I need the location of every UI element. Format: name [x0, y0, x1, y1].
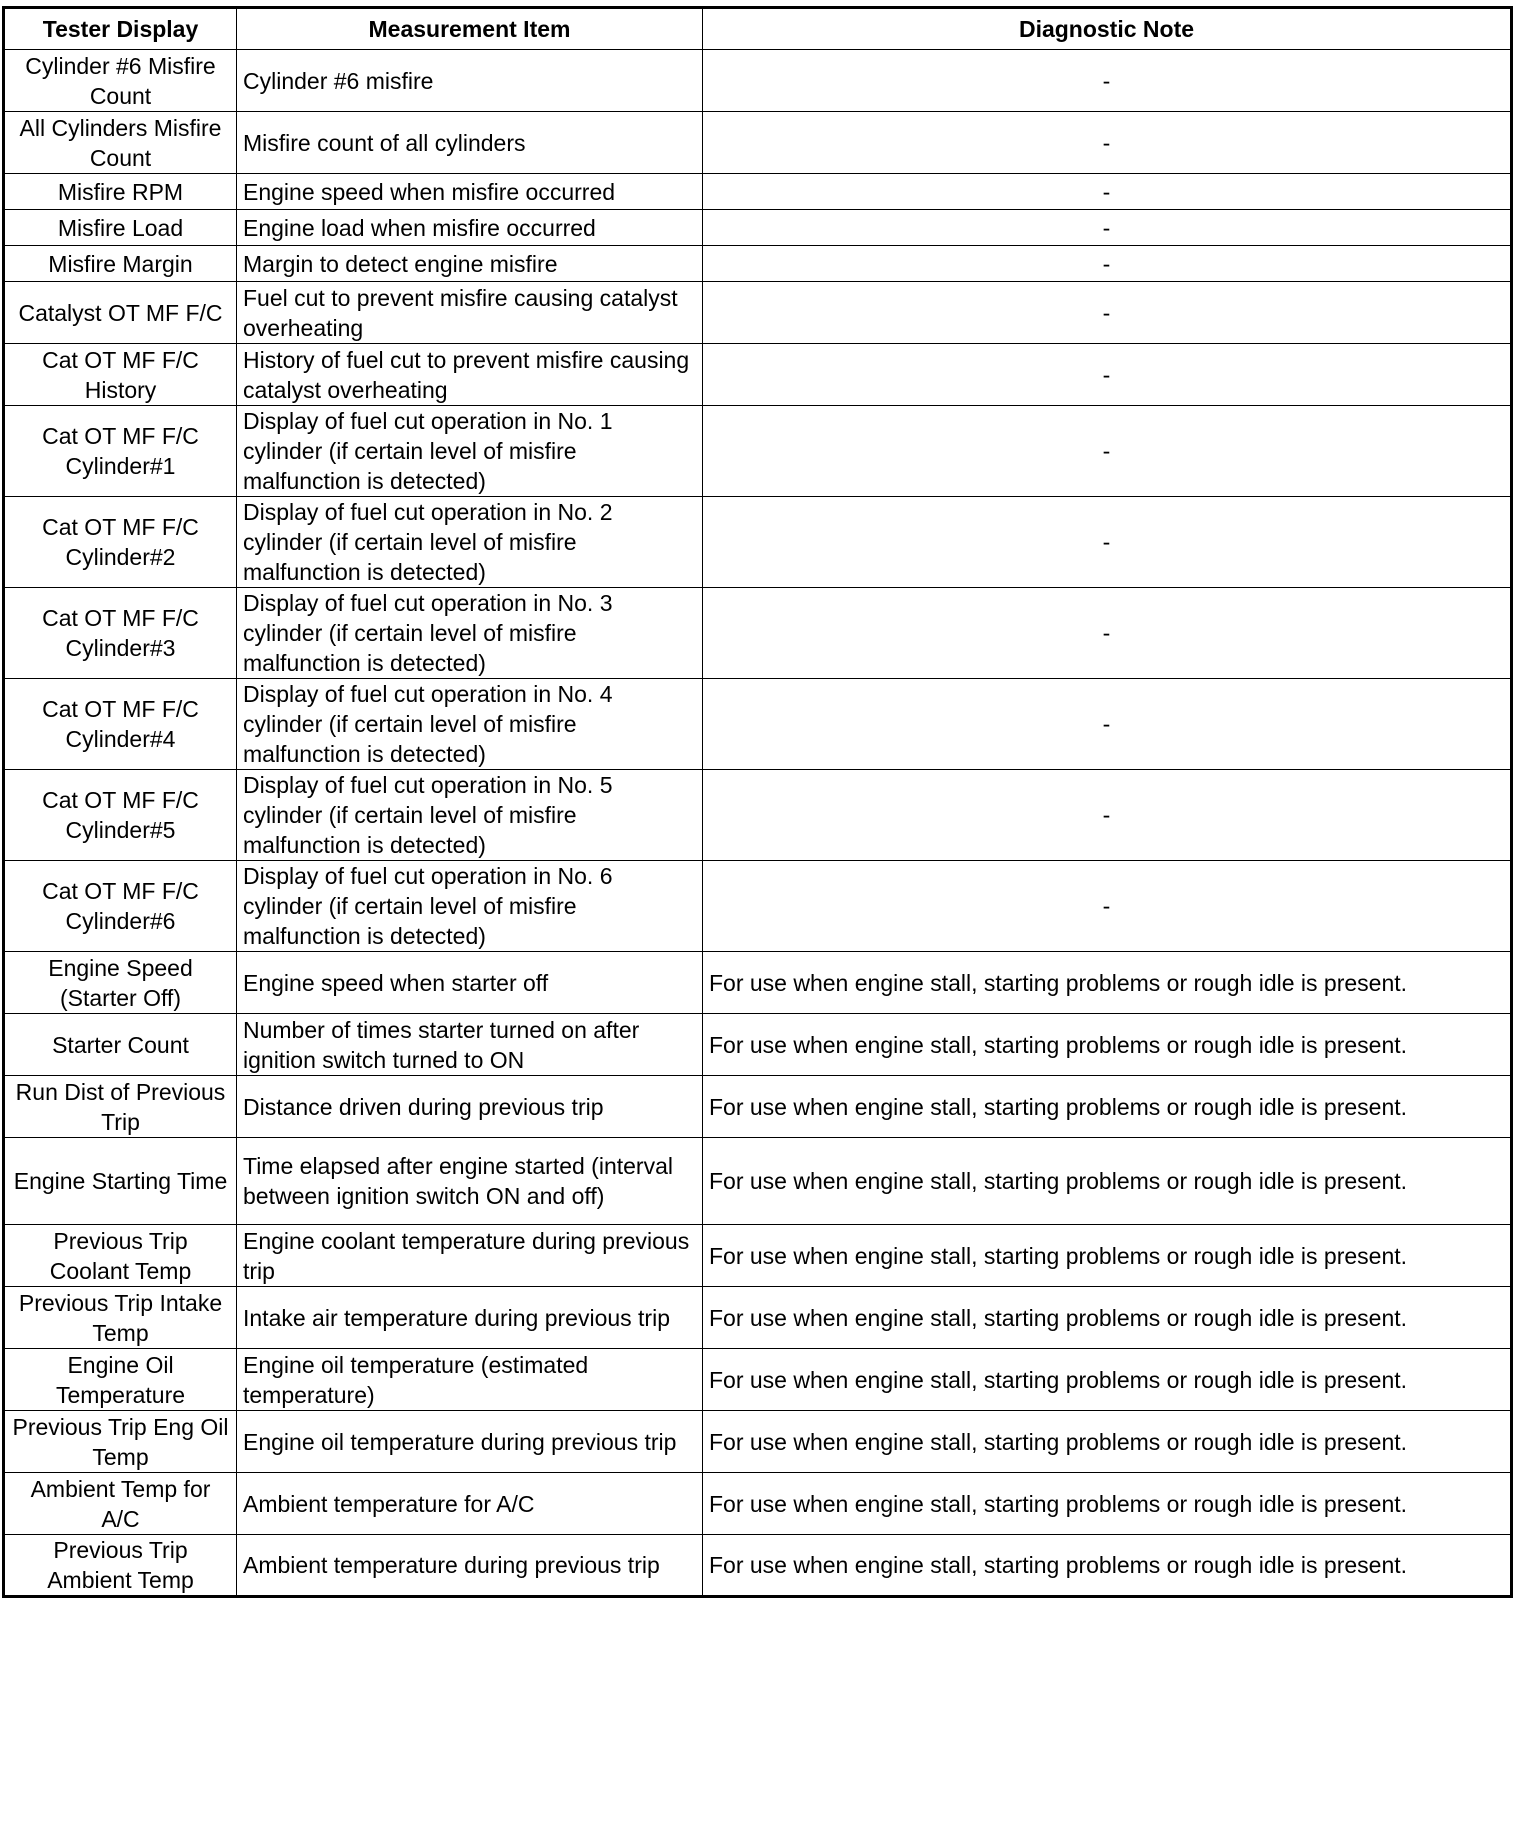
cell-diagnostic-note: -: [703, 246, 1512, 282]
cell-measurement-item: Intake air temperature during previous trip: [237, 1287, 703, 1349]
cell-tester-display: Cylinder #6 Misfire Count: [4, 50, 237, 112]
cell-tester-display: Engine Speed (Starter Off): [4, 952, 237, 1014]
table-row: [4, 282, 1512, 344]
cell-diagnostic-note: -: [703, 282, 1512, 344]
header-diagnostic-note: Diagnostic Note: [703, 8, 1512, 50]
table-row: [4, 1138, 1512, 1225]
cell-measurement-item: Engine speed when misfire occurred: [237, 174, 703, 210]
cell-measurement-item: Distance driven during previous trip: [237, 1076, 703, 1138]
cell-diagnostic-note: For use when engine stall, starting problems or rough idle is present.: [703, 952, 1512, 1014]
cell-tester-display: Cat OT MF F/C Cylinder#6: [4, 861, 237, 952]
cell-tester-display: Catalyst OT MF F/C: [4, 282, 237, 344]
cell-measurement-item: Fuel cut to prevent misfire causing catalyst overheating: [237, 282, 703, 344]
cell-tester-display: Starter Count: [4, 1014, 237, 1076]
cell-tester-display: Previous Trip Ambient Temp: [4, 1535, 237, 1597]
cell-measurement-item: Margin to detect engine misfire: [237, 246, 703, 282]
cell-tester-display: Ambient Temp for A/C: [4, 1473, 237, 1535]
cell-diagnostic-note: -: [703, 210, 1512, 246]
cell-tester-display: Run Dist of Previous Trip: [4, 1076, 237, 1138]
cell-tester-display: Cat OT MF F/C Cylinder#1: [4, 406, 237, 497]
cell-diagnostic-note: For use when engine stall, starting problems or rough idle is present.: [703, 1076, 1512, 1138]
cell-tester-display: Misfire Load: [4, 210, 237, 246]
cell-diagnostic-note: -: [703, 588, 1512, 679]
cell-measurement-item: History of fuel cut to prevent misfire causing catalyst overheating: [237, 344, 703, 406]
table-row: [4, 1225, 1512, 1287]
table-body: [4, 50, 1512, 1597]
table-row: [4, 497, 1512, 588]
cell-measurement-item: Display of fuel cut operation in No. 2 cylinder (if certain level of misfire malfunction is detected): [237, 497, 703, 588]
table-header-row: [4, 8, 1512, 50]
cell-diagnostic-note: For use when engine stall, starting problems or rough idle is present.: [703, 1473, 1512, 1535]
cell-diagnostic-note: For use when engine stall, starting problems or rough idle is present.: [703, 1138, 1512, 1225]
table-row: [4, 861, 1512, 952]
table-row: [4, 1287, 1512, 1349]
cell-measurement-item: Ambient temperature for A/C: [237, 1473, 703, 1535]
cell-diagnostic-note: -: [703, 861, 1512, 952]
cell-diagnostic-note: -: [703, 50, 1512, 112]
cell-tester-display: Cat OT MF F/C Cylinder#5: [4, 770, 237, 861]
cell-diagnostic-note: For use when engine stall, starting problems or rough idle is present.: [703, 1535, 1512, 1597]
cell-diagnostic-note: -: [703, 770, 1512, 861]
cell-tester-display: Previous Trip Coolant Temp: [4, 1225, 237, 1287]
cell-measurement-item: Engine speed when starter off: [237, 952, 703, 1014]
cell-tester-display: Misfire RPM: [4, 174, 237, 210]
cell-measurement-item: Engine load when misfire occurred: [237, 210, 703, 246]
cell-tester-display: Previous Trip Intake Temp: [4, 1287, 237, 1349]
table-row: [4, 406, 1512, 497]
cell-measurement-item: Misfire count of all cylinders: [237, 112, 703, 174]
cell-diagnostic-note: For use when engine stall, starting problems or rough idle is present.: [703, 1411, 1512, 1473]
table-row: [4, 1349, 1512, 1411]
table-row: [4, 50, 1512, 112]
table-row: [4, 246, 1512, 282]
data-list-table: [2, 6, 1513, 1598]
cell-tester-display: Misfire Margin: [4, 246, 237, 282]
table-row: [4, 588, 1512, 679]
cell-measurement-item: Display of fuel cut operation in No. 4 cylinder (if certain level of misfire malfunction is detected): [237, 679, 703, 770]
cell-measurement-item: Cylinder #6 misfire: [237, 50, 703, 112]
table-row: [4, 1411, 1512, 1473]
cell-diagnostic-note: -: [703, 406, 1512, 497]
table-row: [4, 1076, 1512, 1138]
cell-diagnostic-note: -: [703, 174, 1512, 210]
cell-measurement-item: Display of fuel cut operation in No. 3 cylinder (if certain level of misfire malfunction is detected): [237, 588, 703, 679]
table-row: [4, 952, 1512, 1014]
table-row: [4, 1535, 1512, 1597]
table-row: [4, 679, 1512, 770]
cell-tester-display: Cat OT MF F/C History: [4, 344, 237, 406]
table-row: [4, 174, 1512, 210]
cell-measurement-item: Engine oil temperature (estimated temperature): [237, 1349, 703, 1411]
cell-diagnostic-note: -: [703, 112, 1512, 174]
cell-measurement-item: Display of fuel cut operation in No. 5 cylinder (if certain level of misfire malfunction is detected): [237, 770, 703, 861]
table-row: [4, 210, 1512, 246]
cell-measurement-item: Engine coolant temperature during previous trip: [237, 1225, 703, 1287]
cell-tester-display: Engine Oil Temperature: [4, 1349, 237, 1411]
cell-measurement-item: Display of fuel cut operation in No. 1 cylinder (if certain level of misfire malfunction is detected): [237, 406, 703, 497]
table-row: [4, 1014, 1512, 1076]
cell-tester-display: Previous Trip Eng Oil Temp: [4, 1411, 237, 1473]
cell-diagnostic-note: For use when engine stall, starting problems or rough idle is present.: [703, 1287, 1512, 1349]
header-tester-display: Tester Display: [4, 8, 237, 50]
table-row: [4, 344, 1512, 406]
cell-tester-display: All Cylinders Misfire Count: [4, 112, 237, 174]
cell-diagnostic-note: -: [703, 497, 1512, 588]
cell-diagnostic-note: -: [703, 344, 1512, 406]
cell-measurement-item: Ambient temperature during previous trip: [237, 1535, 703, 1597]
cell-measurement-item: Display of fuel cut operation in No. 6 cylinder (if certain level of misfire malfunction is detected): [237, 861, 703, 952]
cell-measurement-item: Engine oil temperature during previous trip: [237, 1411, 703, 1473]
cell-diagnostic-note: For use when engine stall, starting problems or rough idle is present.: [703, 1225, 1512, 1287]
cell-measurement-item: Time elapsed after engine started (interval between ignition switch ON and off): [237, 1138, 703, 1225]
table-row: [4, 112, 1512, 174]
cell-tester-display: Engine Starting Time: [4, 1138, 237, 1225]
cell-tester-display: Cat OT MF F/C Cylinder#2: [4, 497, 237, 588]
header-measurement-item: Measurement Item: [237, 8, 703, 50]
cell-diagnostic-note: For use when engine stall, starting problems or rough idle is present.: [703, 1349, 1512, 1411]
table-row: [4, 770, 1512, 861]
cell-diagnostic-note: For use when engine stall, starting problems or rough idle is present.: [703, 1014, 1512, 1076]
cell-measurement-item: Number of times starter turned on after ignition switch turned to ON: [237, 1014, 703, 1076]
cell-tester-display: Cat OT MF F/C Cylinder#4: [4, 679, 237, 770]
table-row: [4, 1473, 1512, 1535]
cell-diagnostic-note: -: [703, 679, 1512, 770]
cell-tester-display: Cat OT MF F/C Cylinder#3: [4, 588, 237, 679]
